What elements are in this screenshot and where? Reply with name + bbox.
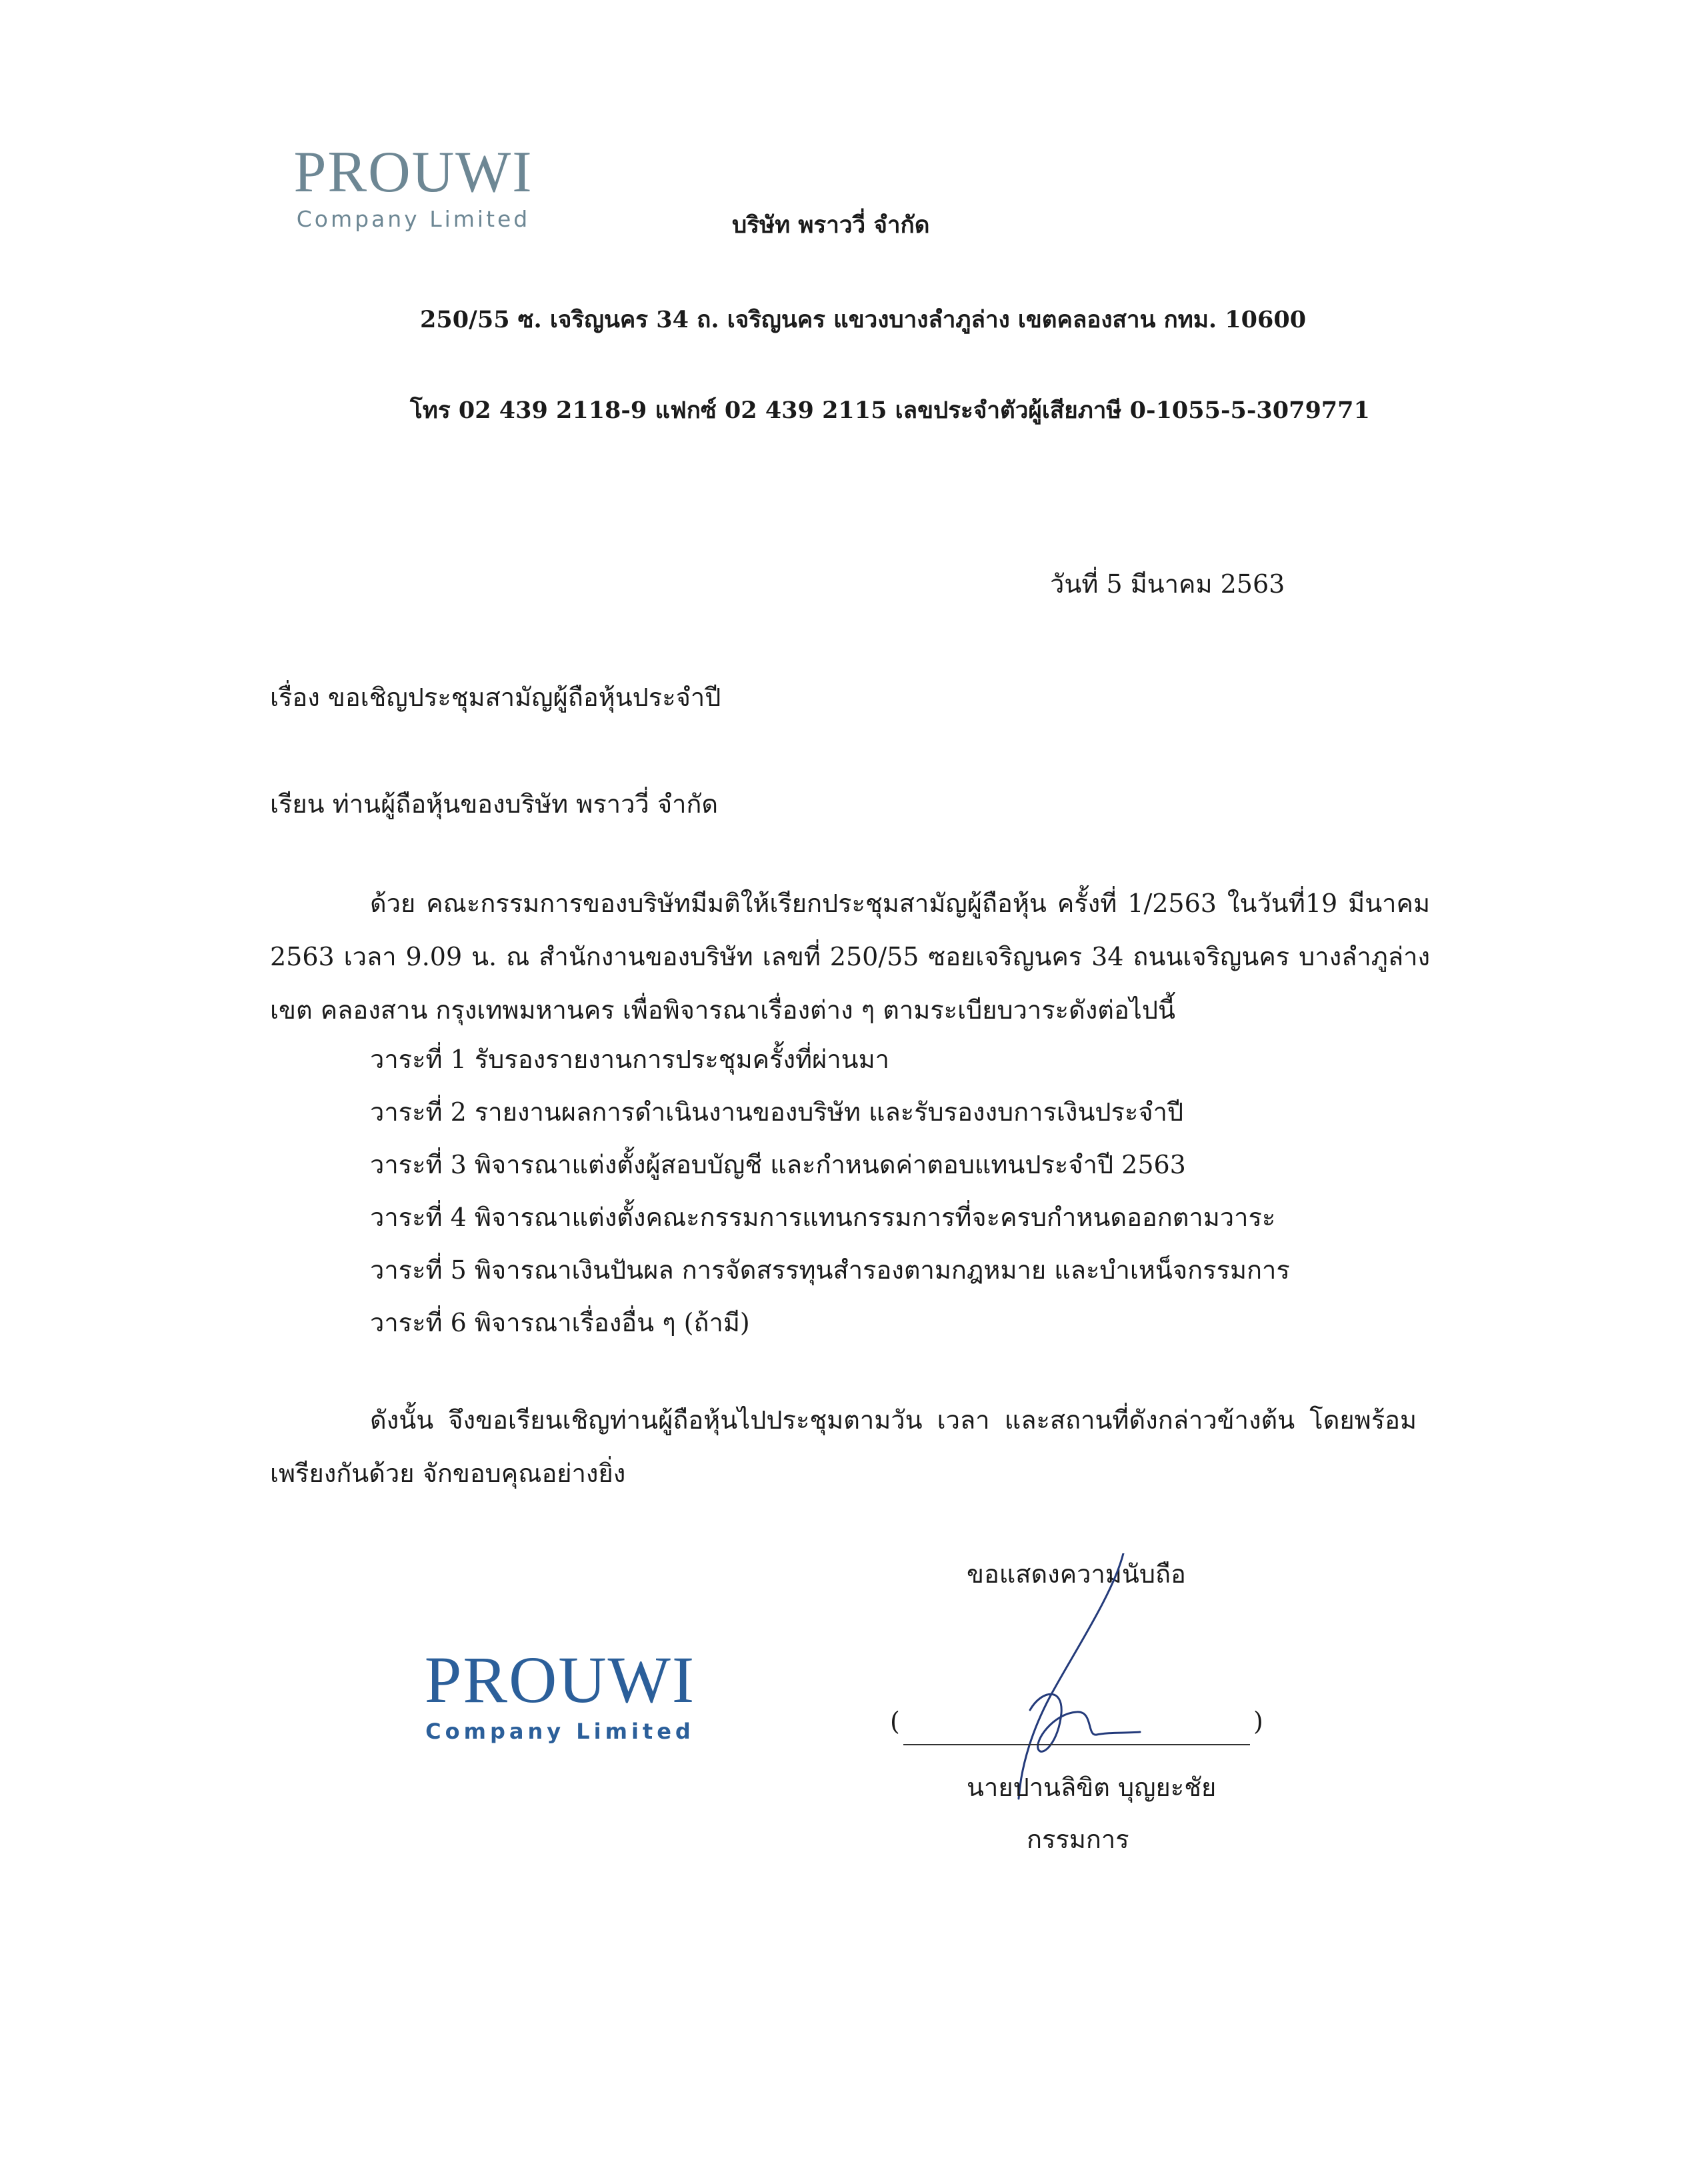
body-paragraph-closing: ดังนั้น จึงขอเรียนเชิญท่านผู้ถือหุ้นไปประชุมตามวัน เวลา และสถานที่ดังกล่าวข้างต้น โดยพร้อมเพรียงกันด้วย จักขอบคุณอย่างยิ่ง <box>270 1405 1417 1488</box>
agenda-item: วาระที่ 6 พิจารณาเรื่องอื่น ๆ (ถ้ามี) <box>370 1308 750 1337</box>
company-logo <box>280 140 547 232</box>
letter-subject: เรื่อง ขอเชิญประชุมสามัญผู้ถือหุ้นประจำปี <box>270 683 721 712</box>
agenda-item: วาระที่ 2 รายงานผลการดำเนินงานของบริษัท และรับรองงบการเงินประจำปี <box>370 1097 1184 1127</box>
logo-subtitle: Company Limited <box>296 206 531 232</box>
stamp-wordmark: PROUWI <box>424 1643 696 1717</box>
agenda-item: วาระที่ 5 พิจารณาเงินปันผล การจัดสรรทุนสำรองตามกฎหมาย และบำเหน็จกรรมการ <box>370 1255 1290 1285</box>
body-paragraph-intro: ด้วย คณะกรรมการของบริษัทมีมติให้เรียกประชุมสามัญผู้ถือหุ้น ครั้งที่ 1/2563 ในวันที่19 มีนาคม 2563 เวลา 9.09 น. ณ สำนักงานของบริษัท เลขที่ 250/55 ซอยเจริญนคร 34 ถนนเจริญนคร บางลำภูล่าง เขต คลองสาน กรุงเทพมหานคร เพื่อพิจารณาเรื่องต่าง ๆ ตามระเบียบวาระดังต่อไปนี้ <box>270 889 1430 1025</box>
agenda-item: วาระที่ 1 รับรองรายงานการประชุมครั้งที่ผ่านมา <box>370 1045 890 1074</box>
company-address: 250/55 ซ. เจริญนคร 34 ถ. เจริญนคร แขวงบางลำภูล่าง เขตคลองสาน กทม. 10600 <box>420 306 1307 333</box>
agenda-list <box>370 1033 1290 1349</box>
signer-name: นายปานลิขิต บุญยะชัย <box>967 1773 1217 1802</box>
signature-paren-close: ) <box>1253 1707 1263 1736</box>
agenda-item: วาระที่ 4 พิจารณาแต่งตั้งคณะกรรมการแทนกรรมการที่จะครบกำหนดออกตามวาระ <box>370 1203 1276 1232</box>
signer-title: กรรมการ <box>1027 1825 1129 1854</box>
company-name: บริษัท พราววี่ จำกัด <box>732 211 930 239</box>
letter-salutation: เรียน ท่านผู้ถือหุ้นของบริษัท พราววี่ จำกัด <box>270 789 719 819</box>
company-contact: โทร 02 439 2118-9 แฟกซ์ 02 439 2115 เลขประจำตัวผู้เสียภาษี 0-1055-5-3079771 <box>410 397 1370 424</box>
company-stamp-logo <box>400 1643 720 1744</box>
signature-paren-open: ( <box>890 1707 900 1736</box>
agenda-item: วาระที่ 3 พิจารณาแต่งตั้งผู้สอบบัญชี และกำหนดค่าตอบแทนประจำปี 2563 <box>370 1150 1186 1179</box>
closing-phrase: ขอแสดงความนับถือ <box>967 1559 1186 1589</box>
letter-date: วันที่ 5 มีนาคม 2563 <box>1050 569 1285 599</box>
stamp-subtitle: Company Limited <box>425 1719 695 1744</box>
logo-wordmark: PROUWI <box>293 140 533 205</box>
signature-line <box>903 1744 1250 1745</box>
